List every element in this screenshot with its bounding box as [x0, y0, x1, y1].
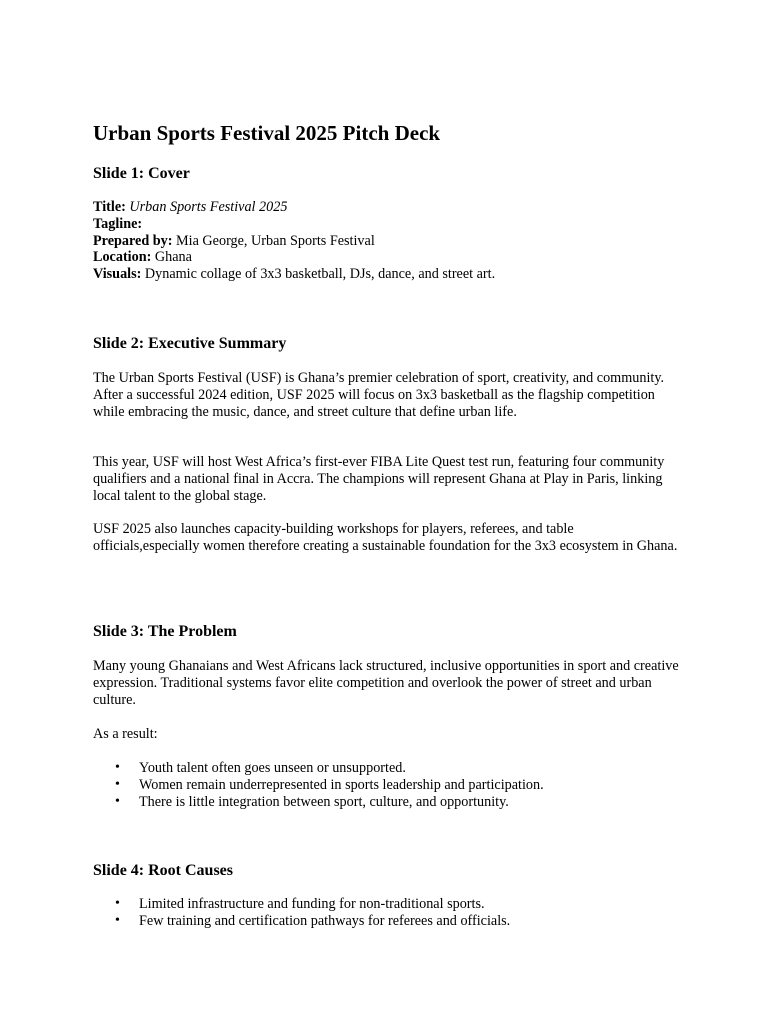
field-prepared-by — [93, 233, 683, 250]
field-title — [93, 199, 683, 216]
list-item — [93, 794, 683, 811]
list-item-text: Few training and certification pathways for referees and officials. — [139, 912, 511, 929]
slide-2-paragraph-3 — [93, 521, 683, 555]
slide-3-paragraph-2 — [93, 726, 683, 743]
slide-4-bullet-list — [93, 896, 683, 930]
list-item-text: Youth talent often goes unseen or unsupported. — [139, 760, 406, 776]
list-item-text: There is little integration between sport, culture, and opportunity. — [139, 793, 509, 810]
slide-3-paragraph-1 — [93, 658, 683, 708]
field-visuals — [93, 266, 683, 283]
bullet-icon: • — [115, 896, 120, 911]
field-location-label: Location: — [93, 249, 152, 266]
slide-2-paragraph-2-text: This year, USF will host West Africa’s first-ever FIBA Lite Quest test run, featuring four community qualifiers and a national final in Accra. The champions will represent Ghana at Play in Paris, linking local talent to the global stage. — [93, 454, 665, 504]
slide-2-paragraph-1a: The Urban Sports Festival (USF) is Ghana’s premier celebration of sport, creativity, and community. — [93, 370, 665, 386]
slide-3-paragraph-1-text: Many young Ghanaians and West Africans lack structured, inclusive opportunities in sport and creative expression. Traditional systems favor elite competition and overlook the power of street and urban culture. — [93, 658, 679, 708]
slide-1-fields — [93, 199, 683, 283]
bullet-icon: • — [115, 793, 120, 809]
slide-3-paragraph-2-text: As a result: — [93, 726, 158, 742]
field-prepared-by-value: Mia George, Urban Sports Festival — [176, 232, 375, 249]
slide-4-heading: Slide 4: Root Causes — [93, 862, 234, 879]
list-item-text: Women remain underrepresented in sports leadership and participation. — [139, 776, 544, 793]
field-title-value: Urban Sports Festival 2025 — [129, 199, 288, 215]
slide-3-heading: Slide 3: The Problem — [93, 623, 237, 640]
list-item-text: Limited infrastructure and funding for non-traditional sports. — [139, 896, 485, 912]
field-visuals-label: Visuals: — [93, 266, 142, 283]
field-location-value: Ghana — [154, 249, 192, 266]
field-visuals-value: Dynamic collage of 3x3 basketball, DJs, dance, and street art. — [144, 266, 496, 283]
field-prepared-by-label: Prepared by: — [93, 232, 173, 249]
slide-2-heading: Slide 2: Executive Summary — [93, 335, 287, 352]
slide-2-paragraph-1 — [93, 370, 683, 420]
slide-2-paragraph-1b: After a successful 2024 edition, USF 2025 will focus on 3x3 basketball as the flagship competition while embracing the music, dance, and street culture that define urban life. — [93, 386, 655, 420]
slide-2-paragraph-2 — [93, 454, 683, 504]
slide-1-heading: Slide 1: Cover — [93, 165, 190, 182]
field-title-label: Title: — [93, 199, 126, 215]
list-item — [93, 777, 683, 794]
bullet-icon: • — [115, 776, 120, 792]
field-location — [93, 249, 683, 266]
field-tagline — [93, 216, 683, 233]
list-item — [93, 896, 683, 913]
document-title: Urban Sports Festival 2025 Pitch Deck — [93, 121, 441, 145]
slide-2-paragraph-3-text: USF 2025 also launches capacity-building workshops for players, referees, and table officials,especially women therefore creating a sustainable foundation for the 3x3 ecosystem in Ghana. — [93, 521, 678, 554]
bullet-icon: • — [115, 912, 120, 928]
bullet-icon: • — [115, 760, 120, 775]
field-tagline-label: Tagline: — [93, 215, 143, 232]
list-item — [93, 760, 683, 777]
slide-3-bullet-list — [93, 760, 683, 810]
list-item — [93, 913, 683, 930]
